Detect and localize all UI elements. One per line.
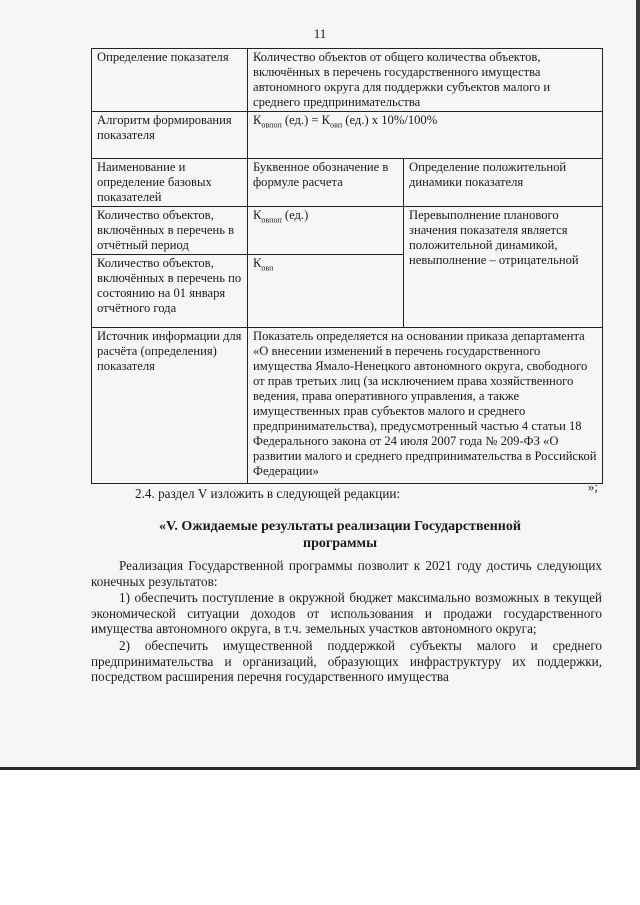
table-row (92, 49, 603, 112)
definition-text: Количество объектов от общего количества объектов, включённых в перечень государственного имущества автономного округа для поддержки субъектов малого и среднего предпринимательства (248, 49, 603, 112)
header-name: Наименование и определение базовых показателей (92, 159, 248, 207)
formula-k: К (253, 113, 262, 127)
row1-name: Количество объектов, включённых в перечень в отчётный период (92, 207, 248, 255)
source-text: Показатель определяется на основании приказа департамента «О внесении изменений в перечень государственного имущества Ямало-Ненецкого автономного округа, свободного от прав третьих лиц (за исключением права хозяйственного ведения, права оперативного управления, а также имущественных прав субъектов малого и среднего предпринимательства), предусмотренный частью 4 статьи 18 Федерального закона от 24 июля 2007 года № 209-ФЗ «О развитии малого и среднего предпринимательства в Российской Федерации» (248, 328, 603, 484)
table-row (92, 328, 603, 484)
row1-symbol-unit: (ед.) (281, 208, 309, 222)
formula-unit-a: (ед.) = (281, 113, 322, 127)
table-row (92, 159, 603, 207)
header-dynamics: Определение положительной динамики показателя (404, 159, 603, 207)
table-row (92, 112, 603, 159)
formula-unit-b: (ед.) х 10%/100% (342, 113, 438, 127)
quote-close: »; (587, 479, 598, 494)
row1-symbol (248, 207, 404, 255)
header-symbol: Буквенное обозначение в формуле расчета (248, 159, 404, 207)
row2-symbol-k: К (253, 256, 262, 270)
row2-name: Количество объектов, включённых в перечень по состоянию на 01 января отчётного года (92, 255, 248, 328)
section-title: «V. Ожидаемые результаты реализации Государственной программы (159, 519, 521, 551)
dynamics-text: Перевыполнение планового значения показателя является положительной динамикой, невыполнение – отрицательной (404, 207, 603, 328)
definition-label: Определение показателя (92, 49, 248, 112)
row2-symbol-sub: овп (261, 263, 274, 273)
indicator-table (91, 48, 603, 484)
page-edge-shadow (636, 0, 640, 770)
row1-symbol-k: К (253, 208, 262, 222)
formula-sub-a: овпоп (261, 120, 282, 130)
table-row (92, 207, 603, 255)
row1-symbol-sub: овпоп (261, 215, 282, 225)
paragraph: 1) обеспечить поступление в окружной бюджет максимально возможных в текущей экономической ситуации доходов от использования и продажи государственного имущества автономного округа, в т.ч. земельных участков автономного округа; (91, 590, 602, 637)
paragraph: 2) обеспечить имущественной поддержкой субъекты малого и среднего предпринимательства и организаций, образующих инфраструктуру их поддержки, посредством расширения перечня государственного имущества (91, 637, 602, 685)
paragraph: Реализация Государственной программы позволит к 2021 году достичь следующих конечных результатов: (91, 558, 602, 589)
algorithm-label: Алгоритм формирования показателя (92, 112, 248, 159)
instruction-text: 2.4. раздел V изложить в следующей редакции: (135, 486, 401, 501)
row2-symbol (248, 255, 404, 328)
body-text (91, 558, 602, 686)
formula (248, 112, 603, 159)
formula-k2: К (321, 113, 331, 127)
formula-sub-b: овп (330, 120, 343, 130)
page-number: 11 (313, 26, 327, 41)
source-label: Источник информации для расчёта (определения) показателя (92, 328, 248, 484)
